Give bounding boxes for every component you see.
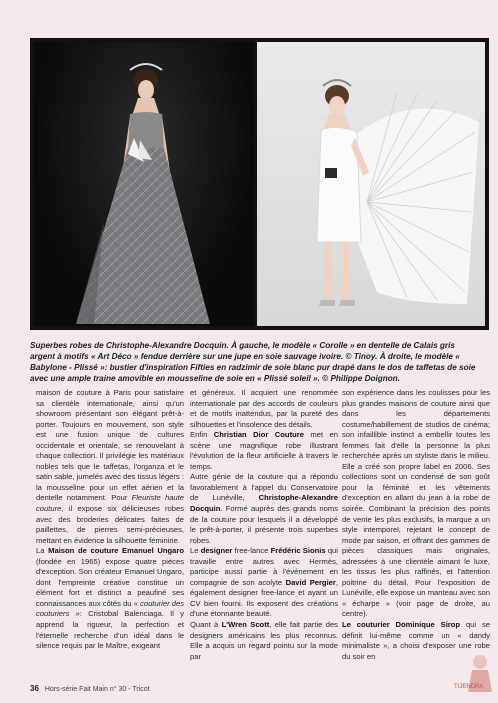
text: free-lance [234, 546, 269, 556]
bold-name: Frédéric Sionis [270, 546, 326, 556]
bold-name: Christophe-Alexandre Docquin [190, 493, 338, 514]
text: , il expose six délicieuses robes avec des broderies délicates faites de paillettes, de pierres semi-précieuses, mettant en évidence la silhouette féminine. [36, 504, 184, 545]
photo-caption: Superbes robes de Christophe-Alexandre Docquin. À gauche, le modèle « Corolle » en dentelle de Calais gris argent à motifs « Art Déco » fendue derrière sur une jupe en soie sauvage ivoire. © Tinoy. À droite, le modèle « Babylone - Plissé »: bustier d'inspiration Fifties en radzimir de soie blanc pur drapé dans le dos de taffetas de soie avec une ample traine amovible en mousseline de soie en « Plissé soleil ». © Philippe Doignon. [30, 341, 476, 383]
text: : Cristobal Balenciaga. Il y apprend la rigueur, la perfection et l'éternelle recherche d'un idéal dans le silence requis par le Maître, exigeant [36, 609, 184, 651]
photo-corolle-dress [34, 42, 254, 326]
text: met en scène une magnifique robe illustrant l'évolution de la fleur artificielle à travers le temps. [190, 430, 338, 471]
model-white-plisse-illustration [257, 42, 485, 326]
doll-icon [452, 648, 496, 698]
text: qui travaille entre autres avec Hermès, participe aussi partie à l'événement en compagnie de son acolyte [190, 546, 338, 587]
text-column-3 [342, 388, 490, 662]
italic-text: « couturier des couturiers » [36, 598, 184, 619]
text: maison de couture à Paris pour satisfaire sa clientèle internationale, ainsi qu'un showroom présentant son élégant prêt-à-porter. Toujours en mouvement, son style est une fusion unique de cultures occidentale et orientale, se renouvelant à chaque collection. Il privilégie les matériaux nobles tels que le taffetas, l'organza et le satin sable, jumelés avec des tissus légers : la mousseline pour un effet aérien et la dentelle notamment. Pour [36, 388, 184, 503]
stamp-label: TIJENDRA [454, 684, 484, 690]
paragraph [36, 546, 184, 651]
paragraph [190, 620, 338, 662]
text: , également designer free-lance et ayant un CV bien fourni. Ils exposent des créations d'une étonnante beauté. [190, 577, 338, 619]
model-dark-gown-illustration [34, 42, 254, 326]
paragraph [342, 388, 490, 620]
bold-name: Maison de couture Emanuel Ungaro [48, 546, 184, 556]
text-column-1 [36, 388, 184, 652]
text-column-2 [190, 388, 338, 662]
text: Le [190, 546, 199, 556]
photo-spread [30, 38, 489, 330]
paragraph [190, 472, 338, 546]
text: Enfin [190, 430, 208, 440]
publication-info: Hors-série Fait Main n° 30 - Tricot [44, 686, 150, 693]
page-footer [30, 684, 150, 693]
paragraph [190, 430, 338, 472]
bold-name: Christian Dior Couture [213, 430, 304, 440]
bold-name: David Pergier [285, 577, 336, 587]
text: , elle fait partie des designers américains les plus reconnus. Elle a acquis un regard pointu sur la mode par [190, 620, 338, 661]
italic-text: Fleuriste haute couture [36, 493, 184, 514]
text: La [36, 546, 45, 556]
bold-name: Le couturier Dominique Sirop [342, 620, 461, 630]
bold-name: L'Wren Scott [221, 620, 270, 630]
text: (fondée en 1965) expose quatre pièces d'exception. Son créateur Emanuel Ungaro, dont l'empreinte créative constitue un élément fort et distinct a peaufiné ses connaissances aux côtés du [36, 556, 184, 608]
watermark-stamp [452, 648, 496, 698]
page-number: 36 [30, 684, 39, 693]
text: et généreux. Il acquiert une renommée internationale par des accords de couleurs et de motifs inattendus, par la pureté des silhouettes et l'insolence des détails. [190, 388, 338, 429]
text: Quant à [190, 620, 219, 630]
paragraph [190, 388, 338, 430]
text: Autre génie de la couture qui a répondu favorablement à l'appel du Conservatoire de Lunéville, [190, 472, 338, 503]
photo-babylone-dress [257, 42, 485, 326]
text: son expérience dans les coulisses pour les plus grandes maisons de couture ainsi que dans les départements costume/habillement de studios de cinéma; son infaillible instinct a embellir toutes les femmes fait d'elle la personne la plus recherchée après un styliste dans le milieu. Elle a créé son propre label en 2006. Ses collections sont un condensé de son goût pour la féminité et les vêtements d'exception en allant du jean à la robe de soirée. Combinant la précision des points de vente les plus exclusifs, la marque a un style intemporel, rejetant le concept de mode par saison, et offrant des gammes de pièces classiques mais originales, adressées à une clientèle aimant le luxe, les tissus les plus raffinés, et l'attention poitrine du détail. Pour l'exposition de Lunéville, elle expose un manteau avec son « écharpe » (voir page de droite, au centre). [342, 388, 490, 619]
text: qui se définit lui-même comme un « dandy minimaliste », a choisi d'exposer une robe du soir en [342, 620, 490, 661]
bold-text: designer [200, 546, 233, 556]
paragraph [36, 388, 184, 546]
paragraph [190, 546, 338, 620]
text: . Formé auprès des grands noms de la couture pour lesquels il a développé le prêt-à-porter, il présente trois superbes robes. [190, 504, 338, 545]
